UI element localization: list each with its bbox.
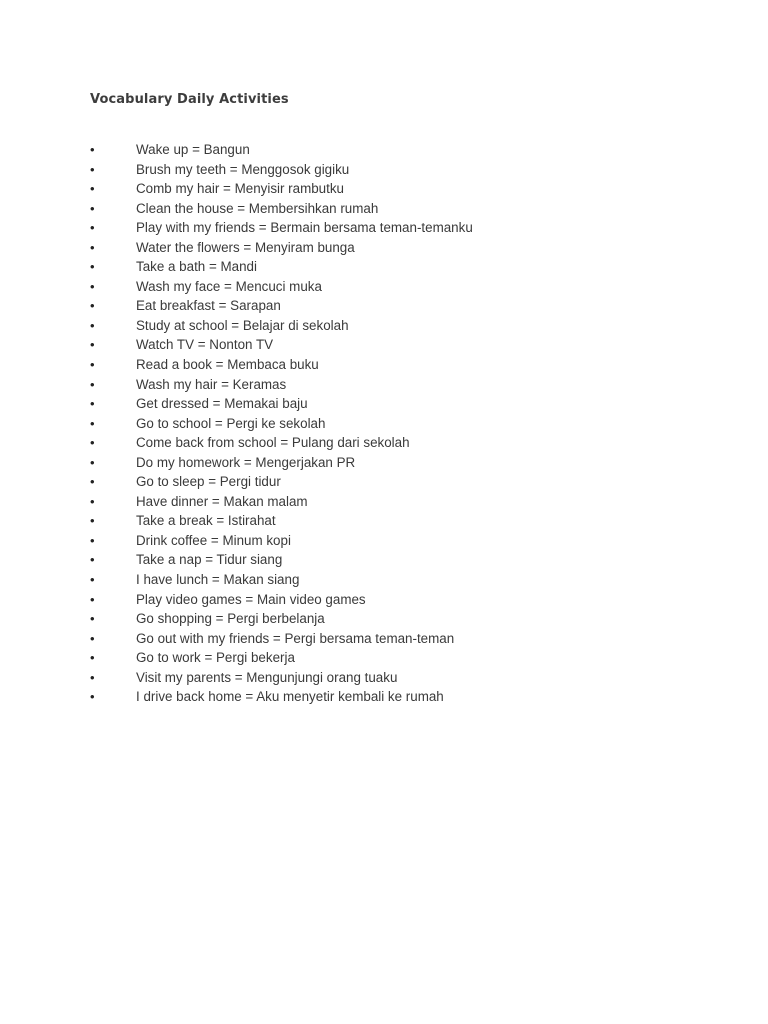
- bullet-icon: •: [90, 337, 95, 353]
- bullet-icon: •: [90, 435, 95, 451]
- bullet-icon: •: [90, 532, 95, 548]
- bullet-icon: •: [90, 493, 95, 509]
- bullet-icon: •: [90, 298, 95, 314]
- bullet-icon: •: [90, 454, 95, 470]
- bullet-icon: •: [90, 376, 95, 392]
- vocabulary-entry: Comb my hair = Menyisir rambutku: [136, 181, 344, 197]
- vocabulary-entry: Clean the house = Membersihkan rumah: [136, 200, 379, 216]
- bullet-icon: •: [90, 161, 95, 177]
- vocabulary-entry: Go to school = Pergi ke sekolah: [136, 415, 326, 431]
- vocabulary-entry: I have lunch = Makan siang: [136, 572, 300, 588]
- vocabulary-entry: Wash my face = Mencuci muka: [136, 278, 322, 294]
- bullet-icon: •: [90, 513, 95, 529]
- bullet-icon: •: [90, 630, 95, 646]
- bullet-icon: •: [90, 572, 95, 588]
- vocabulary-entry: Take a nap = Tidur siang: [136, 552, 283, 568]
- vocabulary-entry: Eat breakfast = Sarapan: [136, 298, 281, 314]
- vocabulary-entry: Do my homework = Mengerjakan PR: [136, 454, 356, 470]
- bullet-icon: •: [90, 317, 95, 333]
- vocabulary-entry: Go shopping = Pergi berbelanja: [136, 611, 325, 627]
- bullet-icon: •: [90, 689, 95, 705]
- vocabulary-entry: Take a break = Istirahat: [136, 513, 276, 529]
- bullet-icon: •: [90, 259, 95, 275]
- vocabulary-entry: Drink coffee = Minum kopi: [136, 532, 291, 548]
- vocabulary-entry: Wash my hair = Keramas: [136, 376, 287, 392]
- vocabulary-entry: Watch TV = Nonton TV: [136, 337, 274, 353]
- bullet-icon: •: [90, 220, 95, 236]
- bullet-icon: •: [90, 396, 95, 412]
- document-title: Vocabulary Daily Activities: [90, 92, 289, 107]
- bullet-icon: •: [90, 142, 95, 157]
- vocabulary-entry: Have dinner = Makan malam: [136, 493, 308, 509]
- vocabulary-entry: I drive back home = Aku menyetir kembali ke rumah: [136, 689, 444, 705]
- vocabulary-entry: Study at school = Belajar di sekolah: [136, 317, 349, 333]
- bullet-icon: •: [90, 611, 95, 627]
- vocabulary-entry: Wake up = Bangun: [136, 142, 250, 157]
- bullet-icon: •: [90, 669, 95, 685]
- bullet-icon: •: [90, 650, 95, 666]
- bullet-icon: •: [90, 239, 95, 255]
- vocabulary-entry: Play with my friends = Bermain bersama teman-temanku: [136, 220, 473, 236]
- vocabulary-entry: Read a book = Membaca buku: [136, 357, 319, 373]
- vocabulary-entry: Go to sleep = Pergi tidur: [136, 474, 281, 490]
- vocabulary-entry: Come back from school = Pulang dari sekolah: [136, 435, 410, 451]
- bullet-icon: •: [90, 591, 95, 607]
- bullet-icon: •: [90, 278, 95, 294]
- vocabulary-entry: Get dressed = Memakai baju: [136, 396, 308, 412]
- vocabulary-entry: Play video games = Main video games: [136, 591, 366, 607]
- bullet-icon: •: [90, 200, 95, 216]
- bullet-icon: •: [90, 552, 95, 568]
- bullet-icon: •: [90, 415, 95, 431]
- vocabulary-entry: Water the flowers = Menyiram bunga: [136, 239, 355, 255]
- vocabulary-entry: Go to work = Pergi bekerja: [136, 650, 295, 666]
- vocabulary-entry: Take a bath = Mandi: [136, 259, 257, 275]
- bullet-icon: •: [90, 181, 95, 197]
- vocabulary-entry: Visit my parents = Mengunjungi orang tuaku: [136, 669, 398, 685]
- vocabulary-entry: Go out with my friends = Pergi bersama teman-teman: [136, 630, 455, 646]
- bullet-icon: •: [90, 357, 95, 373]
- vocabulary-entry: Brush my teeth = Menggosok gigiku: [136, 161, 350, 177]
- bullet-icon: •: [90, 474, 95, 490]
